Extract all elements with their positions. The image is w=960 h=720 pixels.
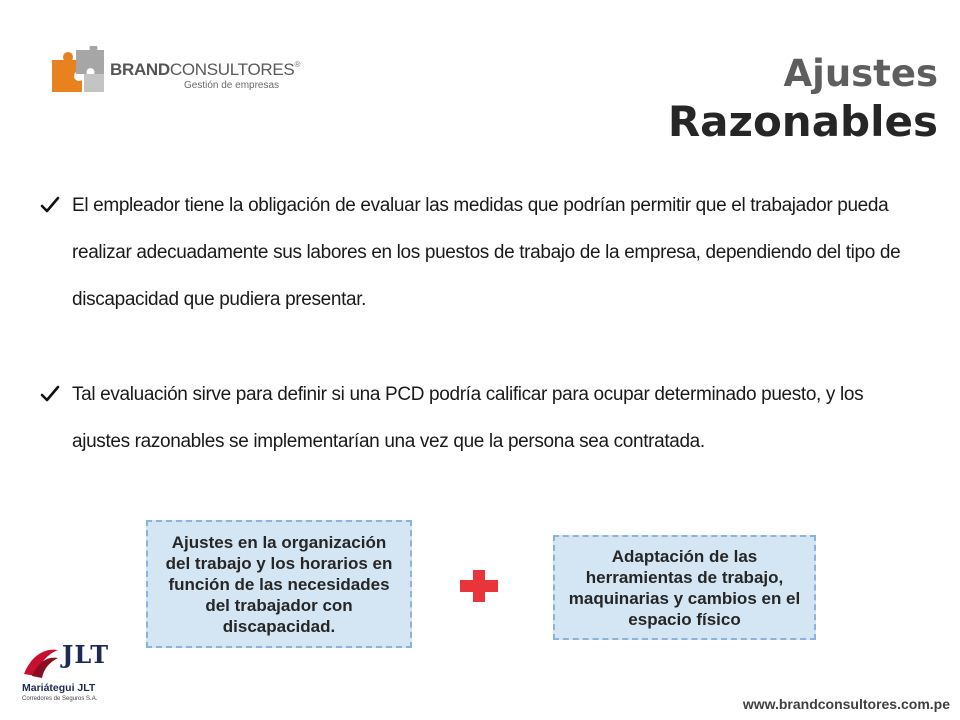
bullet-text: El empleador tiene la obligación de evaluar las medidas que podrían permitir que el trabajador pueda realizar adecuadamente sus labores en los puestos de trabajo de la empresa, dependiendo del tipo de discapacidad que pudiera presentar. [72, 195, 901, 310]
footer-url: www.brandconsultores.com.pe [742, 696, 950, 712]
organization-adjustment-box [146, 520, 412, 648]
jlt-emblem-icon [22, 644, 60, 680]
plus-icon [460, 570, 498, 602]
box-text: Adaptación de las herramientas de trabajo, maquinarias y cambios en el espacio físico [568, 546, 801, 629]
checkmark-icon [40, 195, 60, 215]
tools-adaptation-box [553, 535, 816, 640]
jlt-logo [22, 640, 132, 706]
bullet-item [40, 182, 920, 323]
title-line-1: Ajustes [783, 52, 938, 95]
jlt-subtitle-2: Corredores de Seguros S.A. [22, 696, 98, 702]
puzzle-logo-icon [46, 46, 108, 102]
jlt-name: JLT [62, 640, 110, 669]
brandconsultores-logo [46, 46, 301, 102]
checkmark-icon [40, 384, 60, 404]
slide-title [668, 52, 938, 148]
title-line-2: Razonables [667, 97, 938, 146]
brand-tagline: Gestión de empresas [184, 80, 280, 91]
box-text: Ajustes en la organización del trabajo y los horarios en función de las necesidades del trabajador con discapacidad. [165, 532, 393, 636]
bullet-list [40, 182, 920, 465]
bullet-text: Tal evaluación sirve para definir si una PCD podría calificar para ocupar determinado puesto, y los ajustes razonables se implementarían una vez que la persona sea contratada. [72, 384, 864, 452]
brand-name: BRANDCONSULTORES® [110, 60, 301, 79]
jlt-subtitle: Mariátegui JLT [22, 682, 96, 694]
bullet-item [40, 371, 920, 465]
